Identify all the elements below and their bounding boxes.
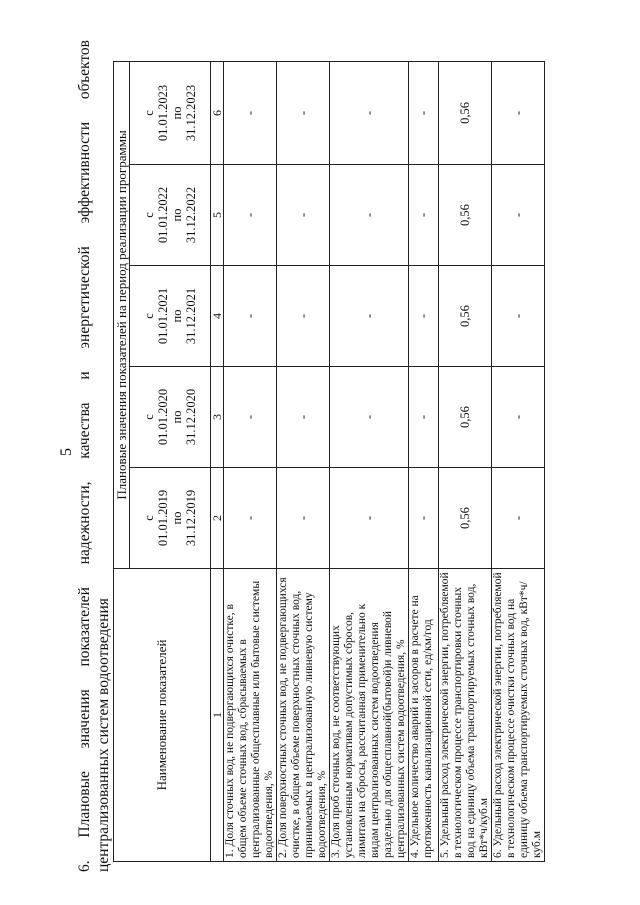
indicator-value: 0,56 (439, 266, 492, 367)
period-label: с 01.01.2022 по 31.12.2022 (142, 186, 198, 244)
header-period-2019 (130, 468, 211, 569)
period-label: с 01.01.2023 по 31.12.2023 (142, 84, 198, 142)
indicator-value: - (224, 468, 277, 569)
indicator-value: - (224, 266, 277, 367)
indicator-name: 6. Удельный расход электрической энергии, потребляемой в технологическом процессе очистки сточных вод на единицу объема транспортируемых сточных вод, кВт*ч/куб.м (492, 569, 545, 862)
indicator-value: - (409, 165, 439, 266)
indicator-value: - (277, 367, 330, 468)
page-number: 5 (58, 448, 75, 456)
indicator-value: - (330, 468, 409, 569)
indicator-name: 2. Доля поверхностных сточных вод, не подвергающихся очистке, в общем объеме поверхностных сточных вод, принимаемых в централизованную ливневую систему водоотведения, % (277, 569, 330, 862)
table-row (277, 61, 330, 861)
indicators-table (113, 61, 545, 862)
table-row (439, 61, 492, 861)
document-sheet (58, 32, 598, 872)
indicator-value: - (277, 468, 330, 569)
table-header-row (114, 61, 130, 861)
section-title: 6. Плановые значения показателей надежности, качества и энергетической эффективности объектов (76, 40, 93, 872)
indicator-value: - (277, 266, 330, 367)
indicator-value: - (224, 165, 277, 266)
indicator-value: - (492, 468, 545, 569)
period-label: с 01.01.2020 по 31.12.2020 (142, 388, 198, 446)
indicator-value: - (277, 61, 330, 164)
column-number: 1 (211, 569, 224, 862)
table-row (330, 61, 409, 861)
indicator-value: - (492, 61, 545, 164)
indicator-value: - (277, 165, 330, 266)
indicator-value: - (492, 266, 545, 367)
indicator-name: 3. Доля проб сточных вод, не соответствующих установленным нормативам допустимых сбросов, лимитам на сбросы, рассчитанная применительно к видам централизованных систем водоотведения раздельно для общесплавной(бытовой)и ливневой централизованных систем водоотведения, % (330, 569, 409, 862)
indicator-name: 4. Удельное количество аварий и засоров в расчете на протяженность канализационной сети, ед/км/год (409, 569, 439, 862)
column-number: 5 (211, 165, 224, 266)
indicator-value: - (409, 367, 439, 468)
table-row (224, 61, 277, 861)
indicator-value: - (492, 165, 545, 266)
indicator-value: - (330, 61, 409, 164)
header-planned-values: Плановые значения показателей на период реализации программы (114, 61, 130, 568)
column-number: 6 (211, 61, 224, 164)
column-number: 3 (211, 367, 224, 468)
header-period-2022 (130, 165, 211, 266)
indicator-value: - (409, 61, 439, 164)
section-title-continuation: централизованных систем водоотведения (95, 598, 112, 872)
indicator-value: - (330, 165, 409, 266)
header-period-2023 (130, 61, 211, 164)
indicator-value: 0,56 (439, 367, 492, 468)
header-period-2021 (130, 266, 211, 367)
indicator-value: - (224, 367, 277, 468)
indicator-value: - (224, 61, 277, 164)
indicator-name: 5. Удельный расход электрической энергии, потребляемой в технологическом процессе транспортировки сточных вод на единицу объема транспортируемых сточных вод, кВт*ч/куб.м (439, 569, 492, 862)
indicator-value: 0,56 (439, 165, 492, 266)
indicator-value: - (409, 468, 439, 569)
header-period-2020 (130, 367, 211, 468)
indicator-value: 0,56 (439, 468, 492, 569)
indicator-value: - (492, 367, 545, 468)
indicator-value: 0,56 (439, 61, 492, 164)
column-number-row (211, 61, 224, 861)
period-label: с 01.01.2019 по 31.12.2019 (142, 489, 198, 547)
indicator-value: - (330, 266, 409, 367)
indicator-name: 1. Доля сточных вод, не подвергающихся очистке, в общем объеме сточных вод, сбрасываемых в централизованные общесплавные или бытовые системы водоотведения, % (224, 569, 277, 862)
indicator-value: - (409, 266, 439, 367)
table-row (492, 61, 545, 861)
indicator-value: - (330, 367, 409, 468)
period-label: с 01.01.2021 по 31.12.2021 (142, 287, 198, 345)
table-row (409, 61, 439, 861)
header-indicator-name: Наименование показателей (114, 569, 211, 862)
column-number: 2 (211, 468, 224, 569)
column-number: 4 (211, 266, 224, 367)
